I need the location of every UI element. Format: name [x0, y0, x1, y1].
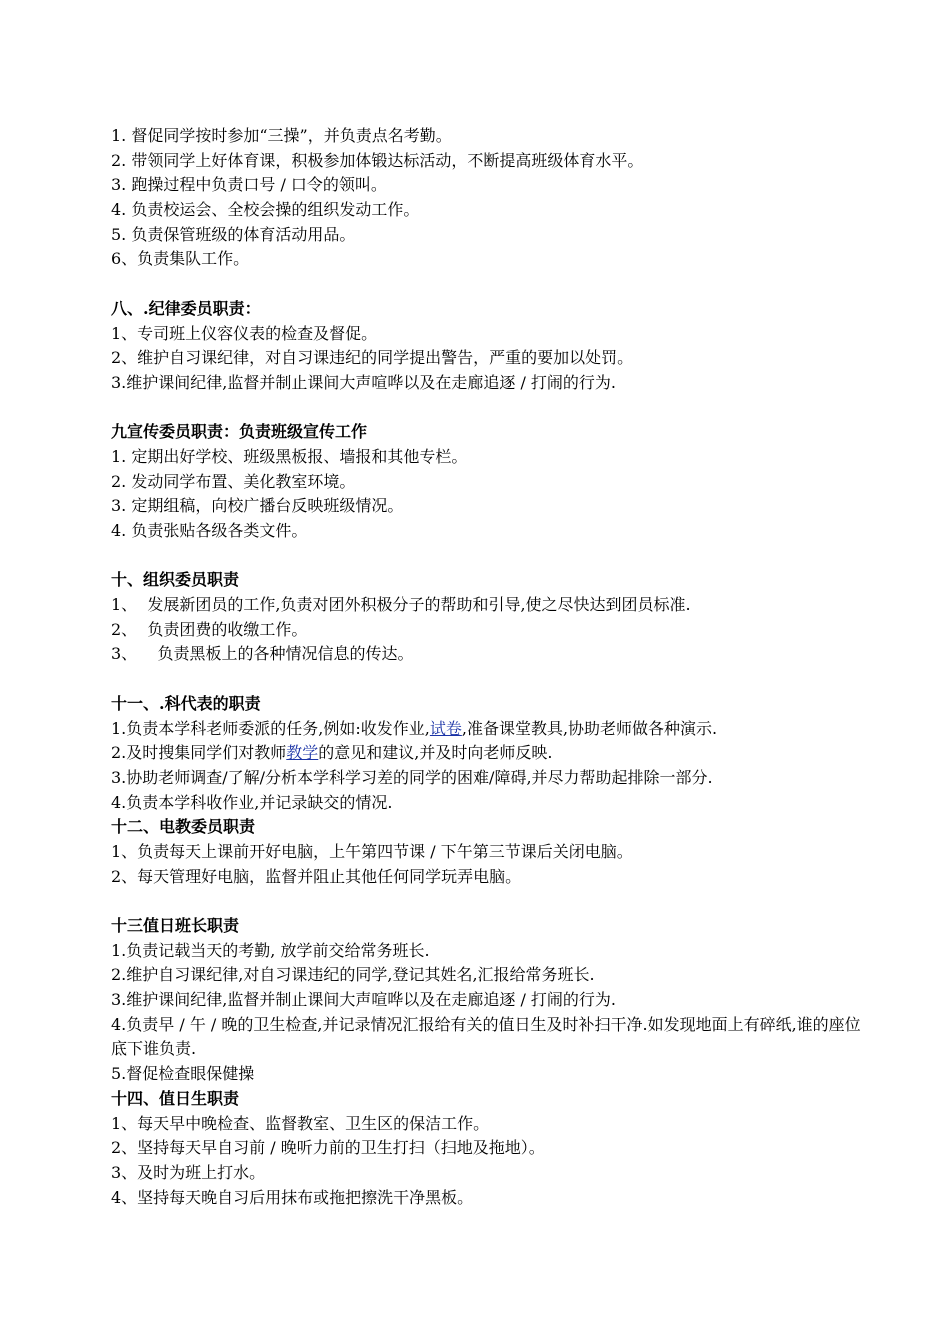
- pe-item-3: 3. 跑操过程中负责口号 / 口令的领叫。: [111, 175, 387, 195]
- subject-item-3: 3.协助老师调查/了解/分析本学科学习差的同学的困难/障碍,并尽力帮助起排除一部分.: [111, 767, 713, 787]
- discipline-item-1: 1、专司班上仪容仪表的检查及督促。: [111, 323, 378, 343]
- publicity-item-4: 4. 负责张贴各级各类文件。: [111, 521, 308, 540]
- document-page: [111, 124, 871, 1210]
- section-duty-monitor: [111, 914, 871, 1087]
- section-organization-committee: [111, 568, 871, 667]
- section-heading: 十四、值日生职责: [111, 1088, 240, 1108]
- duty-monitor-item-4: 4.负责早 / 午 / 晚的卫生检查,并记录情况汇报给有关的值日生及时补扫干净.如发现地面上有碎纸,谁的座位底下谁负责.: [111, 1014, 861, 1059]
- section-heading: 十、组织委员职责: [111, 570, 240, 590]
- duty-student-item-3: 3、及时为班上打水。: [111, 1162, 266, 1182]
- publicity-item-1: 1. 定期出好学校、班级黑板报、墙报和其他专栏。: [111, 446, 468, 466]
- duty-student-item-1: 1、每天早中晚检查、监督教室、卫生区的保洁工作。: [111, 1113, 490, 1133]
- subject-item-1: [111, 717, 871, 742]
- pe-item-4: 4. 负责校运会、全校会操的组织发动工作。: [111, 200, 420, 220]
- text-segment: ,准备课堂教具,协助老师做各种演示.: [461, 718, 718, 738]
- blank-line: [111, 544, 871, 569]
- subject-item-4: 4.负责本学科收作业,并记录缺交的情况.: [111, 792, 393, 812]
- section-heading: 十二、电教委员职责: [111, 817, 256, 837]
- duty-monitor-item-5: 5.督促检查眼保健操: [111, 1064, 255, 1084]
- teaching-link[interactable]: 教学: [286, 743, 319, 763]
- blank-line: [111, 272, 871, 297]
- duty-student-item-4: 4、坚持每天晚自习后用抹布或拖把擦洗干净黑板。: [111, 1187, 474, 1207]
- av-item-2: 2、每天管理好电脑，监督并阻止其他任何同学玩弄电脑。: [111, 866, 522, 886]
- section-av-committee: [111, 815, 871, 889]
- pe-item-6: 6、负责集队工作。: [111, 249, 250, 269]
- text-segment: 的意见和建议,并及时向老师反映.: [318, 743, 553, 763]
- discipline-item-3: 3.维护课间纪律,监督并制止课间大声喧哗以及在走廊追逐 / 打闹的行为.: [111, 372, 617, 392]
- blank-line: [111, 667, 871, 692]
- discipline-item-2: 2、维护自习课纪律，对自习课违纪的同学提出警告，严重的要加以处罚。: [111, 348, 634, 368]
- section-heading: 十一、.科代表的职责: [111, 693, 261, 713]
- pe-item-2: 2. 带领同学上好体育课，积极参加体锻达标活动，不断提高班级体育水平。: [111, 150, 644, 170]
- section-discipline-committee: [111, 297, 871, 396]
- organization-item-3: 3、 负责黑板上的各种情况信息的传达。: [111, 644, 414, 664]
- av-item-1: 1、负责每天上课前开好电脑，上午第四节课 / 下午第三节课后关闭电脑。: [111, 841, 633, 861]
- publicity-item-2: 2. 发动同学布置、美化教室环境。: [111, 471, 356, 491]
- section-heading: 十三值日班长职责: [111, 916, 240, 935]
- section-heading: 九宣传委员职责：负责班级宣传工作: [111, 422, 368, 442]
- section-subject-representative: [111, 692, 871, 815]
- section-heading: 八、.纪律委员职责：: [111, 298, 261, 318]
- blank-line: [111, 889, 871, 914]
- text-segment: 2.及时搜集同学们对教师: [111, 743, 287, 763]
- pe-item-5: 5. 负责保管班级的体育活动用品。: [111, 224, 356, 244]
- text-segment: 1.负责本学科老师委派的任务,例如:收发作业,: [111, 718, 430, 738]
- section-pe-duties: [111, 124, 871, 272]
- section-duty-student: [111, 1087, 871, 1210]
- section-publicity-committee: [111, 420, 871, 543]
- duty-monitor-item-3: 3.维护课间纪律,监督并制止课间大声喧哗以及在走廊追逐 / 打闹的行为.: [111, 990, 617, 1010]
- organization-item-1: 1、 发展新团员的工作,负责对团外积极分子的帮助和引导,使之尽快达到团员标准.: [111, 595, 691, 615]
- subject-item-2: [111, 741, 871, 766]
- exam-paper-link[interactable]: 试卷: [429, 718, 462, 738]
- publicity-item-3: 3. 定期组稿，向校广播台反映班级情况。: [111, 496, 404, 516]
- pe-item-1: 1. 督促同学按时参加“三操”，并负责点名考勤。: [111, 126, 452, 145]
- organization-item-2: 2、 负责团费的收缴工作。: [111, 619, 308, 639]
- duty-monitor-item-2: 2.维护自习课纪律,对自习课违纪的同学,登记其姓名,汇报给常务班长.: [111, 965, 595, 985]
- blank-line: [111, 396, 871, 421]
- duty-student-item-2: 2、坚持每天早自习前 / 晚听力前的卫生打扫（扫地及拖地）。: [111, 1138, 545, 1158]
- duty-monitor-item-1: 1.负责记载当天的考勤, 放学前交给常务班长.: [111, 940, 430, 960]
